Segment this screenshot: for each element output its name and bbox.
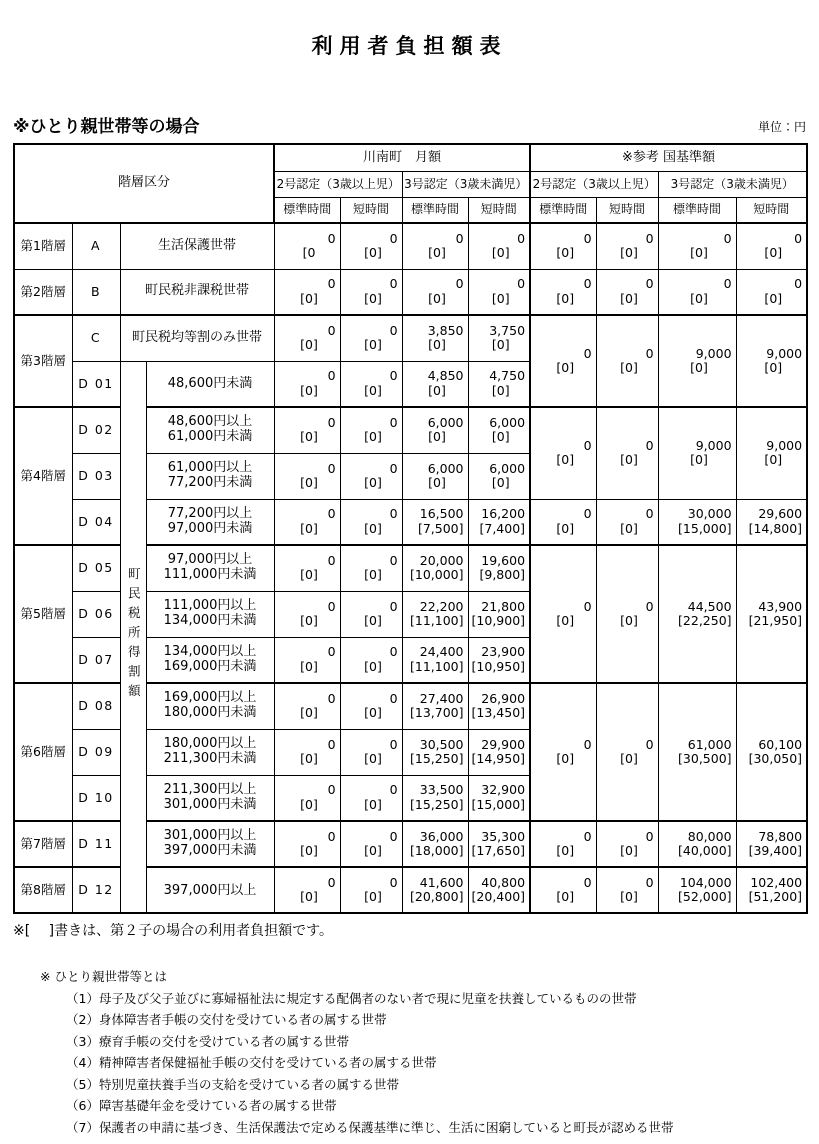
class-code: D 04 — [72, 499, 120, 545]
header-national-cert3-standard: 標準時間 — [658, 198, 736, 224]
fee-national-cert2-standard-merged: 0 [0] — [530, 407, 596, 499]
fee-town-cert3-standard: 20,000 [10,000] — [402, 545, 468, 591]
table-row — [14, 223, 807, 269]
fee-national-cert2-short-merged: 0 [0] — [596, 407, 658, 499]
subtitle: ※ひとり親世帯等の場合 — [13, 117, 200, 137]
tier-label: 第3階層 — [14, 315, 72, 407]
fee-town-cert2-standard: 0 [0] — [274, 361, 340, 407]
header-town-cert3-short: 短時間 — [468, 198, 530, 224]
table-row — [14, 315, 807, 361]
footnote-item: （4）精神障害者保健福祉手帳の交付を受けている者の属する世帯 — [66, 1055, 437, 1070]
fee-town-cert3-standard: 22,200 [11,100] — [402, 591, 468, 637]
fee-town-cert2-short: 0 [0] — [340, 269, 402, 315]
fee-national-cert3-standard-merged: 61,000 [30,500] — [658, 683, 736, 821]
class-code: D 02 — [72, 407, 120, 453]
fee-town-cert3-short: 19,600 [9,800] — [468, 545, 530, 591]
fee-town-cert2-short: 0 [0] — [340, 775, 402, 821]
fee-town-cert3-short: 29,900 [14,950] — [468, 729, 530, 775]
fee-town-cert2-short: 0 [0] — [340, 453, 402, 499]
fee-town-cert2-short: 0 [0] — [340, 499, 402, 545]
class-code: D 12 — [72, 867, 120, 913]
fee-town-cert3-standard: 16,500 [7,500] — [402, 499, 468, 545]
class-code: A — [72, 223, 120, 269]
fee-town-cert2-short: 0 [0] — [340, 223, 402, 269]
fee-town-cert3-standard: 33,500 [15,250] — [402, 775, 468, 821]
fee-town-cert3-short: 40,800 [20,400] — [468, 867, 530, 913]
fee-town-cert2-standard: 0 [0] — [274, 591, 340, 637]
income-range: 211,300円以上 301,000円未満 — [146, 775, 274, 821]
header-national-cert2: 2号認定（3歳以上児） — [530, 172, 658, 198]
footnotes-section — [0, 940, 819, 1138]
fee-town-cert2-standard: 0 [0] — [274, 499, 340, 545]
fee-national-cert2-standard: 0 [0] — [530, 269, 596, 315]
fee-national-cert3-standard: 30,000 [15,000] — [658, 499, 736, 545]
footnote-heading: ※ ひとり親世帯等とは — [40, 969, 167, 984]
fee-town-cert3-standard: 36,000 [18,000] — [402, 821, 468, 867]
footnote-item: （7）保護者の申請に基づき、生活保護法で定める保護基準に準じ、生活に困窮していると町長が認める世帯 — [66, 1119, 674, 1135]
tier-label: 第7階層 — [14, 821, 72, 867]
fee-national-cert3-short: 0 [0] — [736, 269, 807, 315]
fee-national-cert3-short: 102,400 [51,200] — [736, 867, 807, 913]
fee-town-cert2-short: 0 [0] — [340, 591, 402, 637]
class-code: D 06 — [72, 591, 120, 637]
header-town-cert2-short: 短時間 — [340, 198, 402, 224]
fee-town-cert2-standard: 0 [0] — [274, 545, 340, 591]
fee-national-cert2-short: 0 [0] — [596, 499, 658, 545]
fee-town-cert2-standard: 0 [0] — [274, 407, 340, 453]
class-code: D 01 — [72, 361, 120, 407]
subtitle-row — [0, 112, 819, 137]
fee-national-cert3-short: 29,600 [14,800] — [736, 499, 807, 545]
header-group-national: ※参考 国基準額 — [530, 144, 807, 172]
household-description: 生活保護世帯 — [120, 223, 274, 269]
fee-town-cert2-standard: 0 [0] — [274, 729, 340, 775]
fee-town-cert3-standard: 41,600 [20,800] — [402, 867, 468, 913]
household-description: 町民税非課税世帯 — [120, 269, 274, 315]
tier-label: 第5階層 — [14, 545, 72, 683]
fee-town-cert2-short: 0 [0] — [340, 729, 402, 775]
footnote-item: （1）母子及び父子並びに寡婦福祉法に規定する配偶者のない者で現に児童を扶養しているものの世帯 — [66, 990, 637, 1006]
fee-town-cert2-standard: 0 [0] — [274, 637, 340, 683]
household-description: 町民税均等割のみ世帯 — [120, 315, 274, 361]
fee-town-cert3-standard: 0 [0] — [402, 223, 468, 269]
fee-national-cert3-short-merged: 60,100 [30,050] — [736, 683, 807, 821]
fee-national-cert3-standard: 0 [0] — [658, 269, 736, 315]
fee-town-cert3-short: 4,750 [0] — [468, 361, 530, 407]
fee-town-cert2-short: 0 [0] — [340, 637, 402, 683]
fee-town-cert3-short: 3,750 [0] — [468, 315, 530, 361]
fee-town-cert3-short: 0 [0] — [468, 223, 530, 269]
tier-label: 第2階層 — [14, 269, 72, 315]
fee-national-cert2-standard: 0 [0] — [530, 867, 596, 913]
header-group-town: 川南町 月額 — [274, 144, 530, 172]
fee-town-cert3-short: 21,800 [10,900] — [468, 591, 530, 637]
fee-town-cert3-standard: 0 [0] — [402, 269, 468, 315]
fee-table-container — [0, 143, 819, 914]
table-body — [14, 223, 807, 913]
fee-town-cert2-standard: 0 [0] — [274, 867, 340, 913]
class-code: D 10 — [72, 775, 120, 821]
fee-town-cert3-short: 23,900 [10,950] — [468, 637, 530, 683]
fee-town-cert2-standard: 0 [0] — [274, 775, 340, 821]
income-range: 61,000円以上 77,200円未満 — [146, 453, 274, 499]
income-range: 48,600円未満 — [146, 361, 274, 407]
fee-national-cert2-standard-merged: 0 [0] — [530, 315, 596, 407]
income-range: 111,000円以上 134,000円未満 — [146, 591, 274, 637]
fee-national-cert2-short: 0 [0] — [596, 867, 658, 913]
fee-town-cert2-standard: 0 [0] — [274, 315, 340, 361]
income-range: 77,200円以上 97,000円未満 — [146, 499, 274, 545]
fee-town-cert3-short: 6,000 [0] — [468, 453, 530, 499]
fee-national-cert3-short-merged: 43,900 [21,950] — [736, 545, 807, 683]
fee-town-cert2-standard: 0 [0] — [274, 683, 340, 729]
income-range: 180,000円以上 211,300円未満 — [146, 729, 274, 775]
fee-town-cert2-standard: 0 [0] — [274, 821, 340, 867]
tier-label: 第8階層 — [14, 867, 72, 913]
fee-national-cert2-standard: 0 [0] — [530, 223, 596, 269]
fee-national-cert3-short: 0 [0] — [736, 223, 807, 269]
class-code: D 05 — [72, 545, 120, 591]
fee-town-cert2-short: 0 [0] — [340, 407, 402, 453]
fee-town-cert2-standard: 0 [0] — [274, 269, 340, 315]
unit-label: 単位：円 — [757, 120, 806, 134]
fee-national-cert3-standard: 80,000 [40,000] — [658, 821, 736, 867]
footnote-item: （5）特別児童扶養手当の支給を受けている者の属する世帯 — [66, 1076, 399, 1092]
class-code: D 03 — [72, 453, 120, 499]
fee-town-cert3-standard: 27,400 [13,700] — [402, 683, 468, 729]
fee-national-cert3-standard: 104,000 [52,000] — [658, 867, 736, 913]
income-tax-vertical-label: 町民税所得割額 — [120, 361, 146, 913]
fee-national-cert2-standard: 0 [0] — [530, 499, 596, 545]
class-code: B — [72, 269, 120, 315]
fee-town-cert3-standard: 24,400 [11,100] — [402, 637, 468, 683]
fee-national-cert3-short-merged: 9,000 [0] — [736, 315, 807, 407]
footnote-item: （6）障害基礎年金を受けている者の属する世帯 — [66, 1098, 337, 1113]
fee-town-cert3-short: 0 [0] — [468, 269, 530, 315]
user-fee-table — [13, 143, 808, 914]
fee-town-cert3-short: 32,900 [15,000] — [468, 775, 530, 821]
footnote-item: （3）療育手帳の交付を受けている者の属する世帯 — [66, 1033, 349, 1049]
income-range: 397,000円以上 — [146, 867, 274, 913]
fee-national-cert2-short-merged: 0 [0] — [596, 545, 658, 683]
tier-label: 第4階層 — [14, 407, 72, 545]
class-code: C — [72, 315, 120, 361]
fee-town-cert3-short: 6,000 [0] — [468, 407, 530, 453]
fee-town-cert3-short: 26,900 [13,450] — [468, 683, 530, 729]
fee-national-cert2-standard-merged: 0 [0] — [530, 683, 596, 821]
fee-national-cert3-standard: 0 [0] — [658, 223, 736, 269]
fee-national-cert2-short: 0 [0] — [596, 223, 658, 269]
fee-national-cert3-short-merged: 9,000 [0] — [736, 407, 807, 499]
fee-town-cert2-short: 0 [0] — [340, 821, 402, 867]
footnote-item: （2）身体障害者手帳の交付を受けている者の属する世帯 — [66, 1012, 387, 1027]
fee-town-cert3-short: 16,200 [7,400] — [468, 499, 530, 545]
fee-town-cert2-short: 0 [0] — [340, 545, 402, 591]
page-title: 利用者負担額表 — [311, 34, 508, 58]
tier-label: 第1階層 — [14, 223, 72, 269]
table-header — [14, 144, 807, 223]
fee-national-cert2-short: 0 [0] — [596, 821, 658, 867]
table-row — [14, 269, 807, 315]
header-national-cert3-short: 短時間 — [736, 198, 807, 224]
bracket-note: ※[ ]書きは、第２子の場合の利用者負担額です。 — [13, 923, 333, 939]
fee-town-cert3-standard: 4,850 [0] — [402, 361, 468, 407]
header-national-cert3: 3号認定（3歳未満児） — [658, 172, 807, 198]
fee-town-cert3-short: 35,300 [17,650] — [468, 821, 530, 867]
fee-town-cert2-standard: 0 [0 — [274, 223, 340, 269]
fee-national-cert2-short: 0 [0] — [596, 269, 658, 315]
fee-town-cert3-standard: 3,850 [0] — [402, 315, 468, 361]
fee-town-cert3-standard: 6,000 [0] — [402, 407, 468, 453]
fee-town-cert3-standard: 30,500 [15,250] — [402, 729, 468, 775]
fee-town-cert3-standard: 6,000 [0] — [402, 453, 468, 499]
fee-national-cert2-short-merged: 0 [0] — [596, 315, 658, 407]
fee-national-cert3-standard-merged: 44,500 [22,250] — [658, 545, 736, 683]
header-town-cert3-standard: 標準時間 — [402, 198, 468, 224]
tier-label: 第6階層 — [14, 683, 72, 821]
fee-town-cert2-short: 0 [0] — [340, 867, 402, 913]
header-town-cert3: 3号認定（3歳未満児） — [402, 172, 530, 198]
fee-national-cert2-standard: 0 [0] — [530, 821, 596, 867]
fee-national-cert3-short: 78,800 [39,400] — [736, 821, 807, 867]
class-code: D 09 — [72, 729, 120, 775]
class-code: D 11 — [72, 821, 120, 867]
header-town-cert2-standard: 標準時間 — [274, 198, 340, 224]
header-class-division: 階層区分 — [14, 144, 274, 223]
class-code: D 08 — [72, 683, 120, 729]
fee-town-cert2-standard: 0 [0] — [274, 453, 340, 499]
fee-town-cert2-short: 0 [0] — [340, 315, 402, 361]
header-national-cert2-standard: 標準時間 — [530, 198, 596, 224]
fee-national-cert2-standard-merged: 0 [0] — [530, 545, 596, 683]
income-range: 169,000円以上 180,000円未満 — [146, 683, 274, 729]
income-range: 97,000円以上 111,000円未満 — [146, 545, 274, 591]
fee-national-cert2-short-merged: 0 [0] — [596, 683, 658, 821]
header-town-cert2: 2号認定（3歳以上児） — [274, 172, 402, 198]
fee-town-cert2-short: 0 [0] — [340, 361, 402, 407]
class-code: D 07 — [72, 637, 120, 683]
fee-town-cert2-short: 0 [0] — [340, 683, 402, 729]
fee-national-cert3-standard-merged: 9,000 [0] — [658, 407, 736, 499]
income-range: 134,000円以上 169,000円未満 — [146, 637, 274, 683]
header-national-cert2-short: 短時間 — [596, 198, 658, 224]
income-range: 48,600円以上 61,000円未満 — [146, 407, 274, 453]
income-range: 301,000円以上 397,000円未満 — [146, 821, 274, 867]
fee-national-cert3-standard-merged: 9,000 [0] — [658, 315, 736, 407]
